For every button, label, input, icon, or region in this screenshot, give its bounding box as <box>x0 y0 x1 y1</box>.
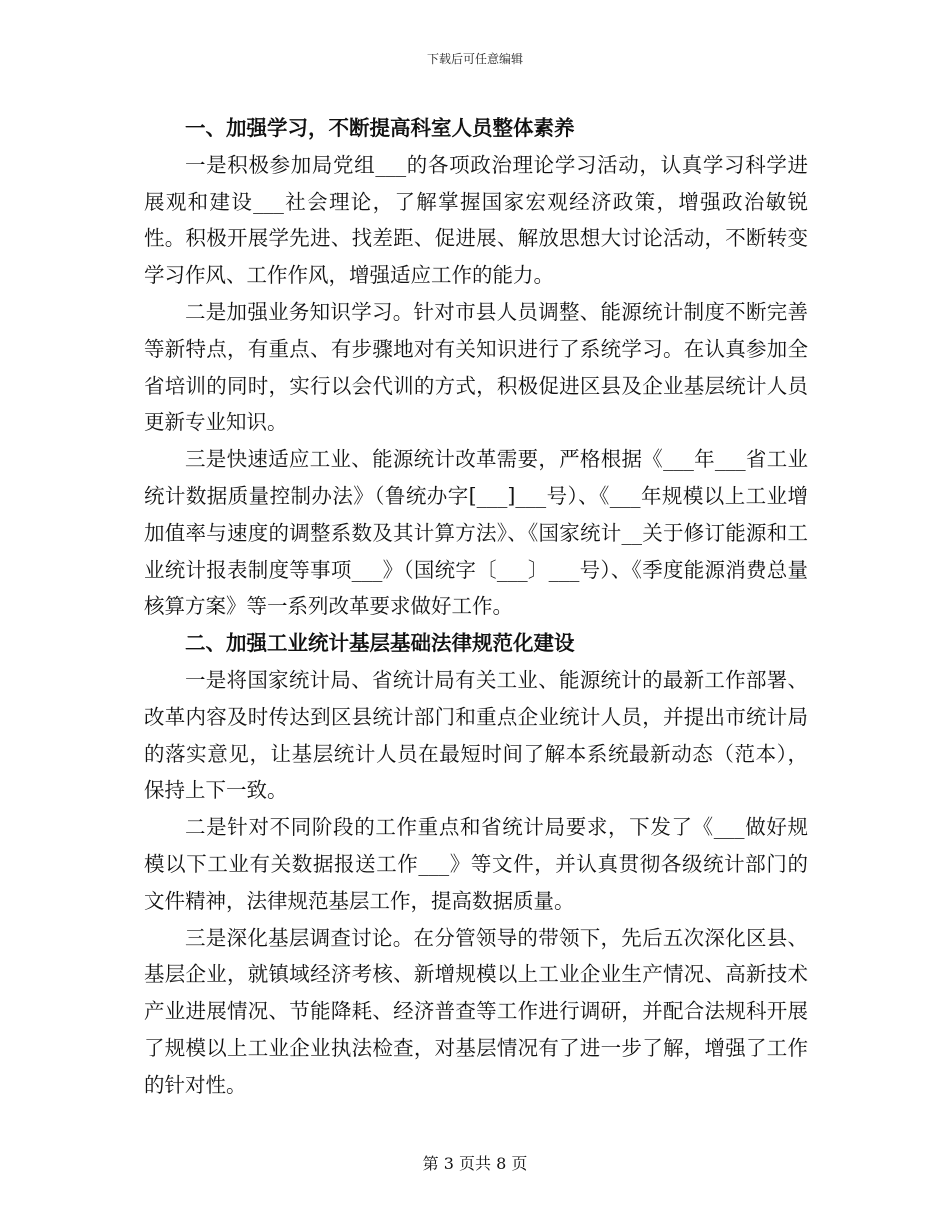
section-2-paragraph-1: 一是将国家统计局、省统计局有关工业、能源统计的最新工作部署、改革内容及时传达到区县统计部门和重点企业统计人员，并提出市统计局的落实意见，让基层统计人员在最短时间了解本系统最新动态（范本），保持上下一致。 <box>144 667 808 803</box>
section-1-paragraph-2: 二是加强业务知识学习。针对市县人员调整、能源统计制度不断完善等新特点，有重点、有步骤地对有关知识进行了系统学习。在认真参加全省培训的同时，实行以会代训的方式，积极促进区县及企业基层统计人员更新专业知识。 <box>144 299 808 435</box>
section-1-heading: 一、加强学习，不断提高科室人员整体素养 <box>185 116 575 140</box>
section-2-heading: 二、加强工业统计基层基础法律规范化建设 <box>185 631 575 656</box>
page-footer: 第 3 页共 8 页 <box>422 1154 528 1173</box>
section-1-paragraph-3: 三是快速适应工业、能源统计改革需要，严格根据《___年___省工业统计数据质量控制办法》（鲁统办字[___]___号）、《___年规模以上工业增加值率与速度的调整系数及其计算方法》、《国家统计__关于修订能源和工业统计报表制度等事项___》（国统字〔___〕___号）、《季度能源消费总量核算方案》等一系列改革要求做好工作。 <box>144 447 808 619</box>
page-header: 下载后可任意编辑 <box>426 52 523 66</box>
section-2-paragraph-2: 二是针对不同阶段的工作重点和省统计局要求，下发了《___做好规模以下工业有关数据报送工作___》等文件，并认真贯彻各级统计部门的文件精神，法律规范基层工作，提高数据质量。 <box>144 815 808 913</box>
document-body <box>144 110 808 1104</box>
section-1-paragraph-1: 一是积极参加局党组___的各项政治理论学习活动，认真学习科学进展观和建设___社会理论，了解掌握国家宏观经济政策，增强政治敏锐性。积极开展学先进、找差距、促进展、解放思想大讨论活动，不断转变学习作风、工作作风，增强适应工作的能力。 <box>144 152 808 288</box>
section-2-paragraph-3: 三是深化基层调查讨论。在分管领导的带领下，先后五次深化区县、基层企业，就镇域经济考核、新增规模以上工业企业生产情况、高新技术产业进展情况、节能降耗、经济普查等工作进行调研，并配合法规科开展了规模以上工业企业执法检查，对基层情况有了进一步了解，增强了工作的针对性。 <box>144 925 808 1097</box>
